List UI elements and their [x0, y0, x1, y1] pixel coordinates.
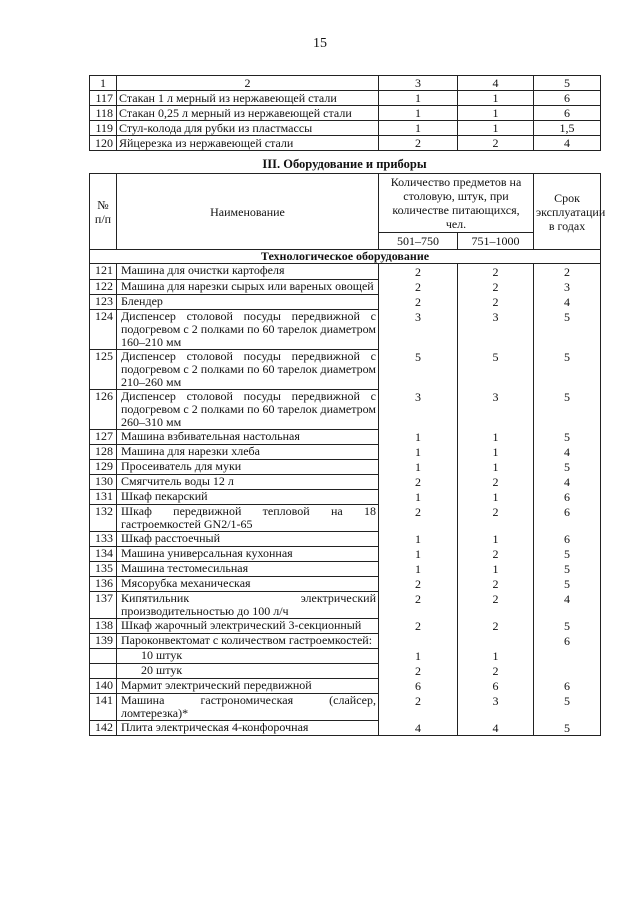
row-count-b: 2: [458, 136, 534, 151]
row-count-a: 1: [379, 561, 458, 576]
row-name: Машина для нарезки хлеба: [117, 444, 379, 459]
row-years: 5: [534, 546, 601, 561]
row-number: 121: [90, 264, 117, 280]
row-number: 122: [90, 279, 117, 294]
row-number: 124: [90, 309, 117, 349]
row-count-a: 2: [379, 279, 458, 294]
row-number: 138: [90, 618, 117, 633]
row-number: [90, 663, 117, 678]
table-row: [90, 678, 601, 693]
row-count-a: 5: [379, 349, 458, 389]
table-row: [90, 504, 601, 531]
row-name: Диспенсер столовой посуды передвижной с подогревом с 2 полками по 60 тарелок диаметром 160–210 мм: [117, 309, 379, 349]
row-name: Машина универсальная кухонная: [117, 546, 379, 561]
row-name: Машина взбивательная настольная: [117, 429, 379, 444]
row-name: Шкаф пекарский: [117, 489, 379, 504]
table-row: [90, 279, 601, 294]
row-number: 119: [90, 121, 117, 136]
row-years: 4: [534, 591, 601, 618]
row-years: 5: [534, 349, 601, 389]
row-count-a: 2: [379, 136, 458, 151]
header-name: Наименование: [117, 174, 379, 250]
subsection-title: Технологическое оборудование: [90, 250, 601, 264]
row-name: Плита электрическая 4-конфорочная: [117, 720, 379, 736]
table-row: [90, 349, 601, 389]
row-count-a: 6: [379, 678, 458, 693]
row-years: 5: [534, 309, 601, 349]
row-count-b: 2: [458, 618, 534, 633]
row-number: 136: [90, 576, 117, 591]
row-name: Шкаф передвижной тепловой на 18 гастроемкостей GN2/1-65: [117, 504, 379, 531]
row-name: 10 штук: [117, 648, 379, 663]
row-count-b: 5: [458, 349, 534, 389]
row-count-b: 1: [458, 106, 534, 121]
header-cell: 5: [534, 76, 601, 91]
row-count-a: 2: [379, 294, 458, 309]
row-count-b: 2: [458, 576, 534, 591]
header-row: [90, 174, 601, 233]
table-row: [90, 106, 601, 121]
row-years: 5: [534, 618, 601, 633]
row-number: 132: [90, 504, 117, 531]
row-years: 6: [534, 678, 601, 693]
row-count-a: 1: [379, 106, 458, 121]
row-count-a: 1: [379, 546, 458, 561]
header-num: № п/п: [90, 174, 117, 250]
table-row: [90, 561, 601, 576]
row-count-b: 2: [458, 294, 534, 309]
row-count-b: 1: [458, 459, 534, 474]
row-years: 1,5: [534, 121, 601, 136]
row-name: Мармит электрический передвижной: [117, 678, 379, 693]
table-row: [90, 489, 601, 504]
row-count-a: 1: [379, 91, 458, 106]
row-number: 137: [90, 591, 117, 618]
table-row: [90, 459, 601, 474]
row-count-b: 2: [458, 504, 534, 531]
table-row: [90, 531, 601, 546]
row-count-b: 3: [458, 693, 534, 720]
row-count-a: 2: [379, 663, 458, 678]
row-number: 131: [90, 489, 117, 504]
row-number: 117: [90, 91, 117, 106]
row-number: 141: [90, 693, 117, 720]
row-number: [90, 648, 117, 663]
table-row: [90, 121, 601, 136]
row-name: Стакан 1 л мерный из нержавеющей стали: [117, 91, 379, 106]
row-count-b: 2: [458, 279, 534, 294]
row-number: 135: [90, 561, 117, 576]
row-years: 4: [534, 444, 601, 459]
row-count-b: 1: [458, 531, 534, 546]
row-name: Мясорубка механическая: [117, 576, 379, 591]
row-count-a: [379, 633, 458, 648]
table-row: [90, 663, 601, 678]
row-name: Машина для нарезки сырых или вареных овощей: [117, 279, 379, 294]
row-years: 5: [534, 693, 601, 720]
table-row: [90, 576, 601, 591]
table-row: [90, 294, 601, 309]
row-name: Шкаф жарочный электрический 3-секционный: [117, 618, 379, 633]
row-years: 5: [534, 459, 601, 474]
row-years: [534, 663, 601, 678]
row-years: 4: [534, 136, 601, 151]
row-number: 127: [90, 429, 117, 444]
row-years: 6: [534, 633, 601, 648]
table-row: [90, 309, 601, 349]
table-row: [90, 648, 601, 663]
row-name: Диспенсер столовой посуды передвижной с подогревом с 2 полками по 60 тарелок диаметром 210–260 мм: [117, 349, 379, 389]
row-count-b: 4: [458, 720, 534, 736]
row-count-a: 1: [379, 459, 458, 474]
row-number: 128: [90, 444, 117, 459]
row-count-b: 3: [458, 389, 534, 429]
table-row: [90, 591, 601, 618]
row-count-a: 2: [379, 576, 458, 591]
row-name: Пароконвектомат с количеством гастроемкостей:: [117, 633, 379, 648]
row-number: 125: [90, 349, 117, 389]
row-years: 5: [534, 429, 601, 444]
section-title: III. Оборудование и приборы: [262, 157, 427, 171]
row-name: Стакан 0,25 л мерный из нержавеющей стали: [117, 106, 379, 121]
row-count-b: 6: [458, 678, 534, 693]
row-years: 6: [534, 531, 601, 546]
row-number: 123: [90, 294, 117, 309]
row-count-b: 1: [458, 561, 534, 576]
table-row: [90, 633, 601, 648]
row-count-a: 2: [379, 591, 458, 618]
row-years: 5: [534, 389, 601, 429]
row-count-b: 2: [458, 474, 534, 489]
row-name: Кипятильник электрический производительностью до 100 л/ч: [117, 591, 379, 618]
row-count-a: 1: [379, 429, 458, 444]
row-count-b: [458, 633, 534, 648]
row-count-b: 1: [458, 91, 534, 106]
table-row: [90, 429, 601, 444]
row-number: 126: [90, 389, 117, 429]
header-cell: 3: [379, 76, 458, 91]
row-years: 5: [534, 561, 601, 576]
row-count-b: 2: [458, 663, 534, 678]
row-number: 134: [90, 546, 117, 561]
row-years: 6: [534, 106, 601, 121]
row-name: Смягчитель воды 12 л: [117, 474, 379, 489]
row-count-a: 2: [379, 504, 458, 531]
header-count-a: 501–750: [379, 233, 458, 250]
main-table-body: [90, 250, 601, 736]
row-number: 133: [90, 531, 117, 546]
row-name: Стул-колода для рубки из пластмассы: [117, 121, 379, 136]
row-count-b: 2: [458, 546, 534, 561]
row-count-a: 1: [379, 531, 458, 546]
table-row: [90, 474, 601, 489]
row-count-b: 1: [458, 121, 534, 136]
row-name: Машина для очистки картофеля: [117, 264, 379, 280]
table-row: [90, 720, 601, 736]
header-cell: 4: [458, 76, 534, 91]
row-number: 120: [90, 136, 117, 151]
row-count-a: 2: [379, 618, 458, 633]
row-years: 4: [534, 294, 601, 309]
row-name: Машина гастрономическая (слайсер, ломтерезка)*: [117, 693, 379, 720]
row-count-a: 2: [379, 474, 458, 489]
row-name: Машина тестомесильная: [117, 561, 379, 576]
row-count-a: 2: [379, 693, 458, 720]
row-years: 5: [534, 576, 601, 591]
row-count-a: 3: [379, 309, 458, 349]
row-number: 118: [90, 106, 117, 121]
header-cell: 2: [117, 76, 379, 91]
row-count-a: 1: [379, 489, 458, 504]
table-row: [90, 389, 601, 429]
row-years: 2: [534, 264, 601, 280]
row-years: 3: [534, 279, 601, 294]
row-count-a: 1: [379, 444, 458, 459]
row-count-b: 1: [458, 648, 534, 663]
table-row: [90, 546, 601, 561]
header-count-b: 751–1000: [458, 233, 534, 250]
row-count-b: 2: [458, 264, 534, 280]
row-name: Яйцерезка из нержавеющей стали: [117, 136, 379, 151]
table-row: [90, 264, 601, 280]
row-years: 5: [534, 720, 601, 736]
row-count-a: 3: [379, 389, 458, 429]
subsection-row: [90, 250, 601, 264]
top-table-header: [90, 76, 601, 91]
row-years: 6: [534, 91, 601, 106]
table-row: [90, 91, 601, 106]
row-count-b: 3: [458, 309, 534, 349]
row-number: 130: [90, 474, 117, 489]
row-count-a: 1: [379, 648, 458, 663]
row-name: Шкаф расстоечный: [117, 531, 379, 546]
row-count-b: 1: [458, 444, 534, 459]
row-name: Блендер: [117, 294, 379, 309]
row-years: 4: [534, 474, 601, 489]
header-cell: 1: [90, 76, 117, 91]
row-years: 6: [534, 504, 601, 531]
row-number: 140: [90, 678, 117, 693]
row-number: 139: [90, 633, 117, 648]
row-count-b: 1: [458, 489, 534, 504]
table-row: [90, 618, 601, 633]
row-name: Просеиватель для муки: [117, 459, 379, 474]
row-count-b: 1: [458, 429, 534, 444]
header-term: Срок эксплуатации в годах: [534, 174, 601, 250]
row-count-a: 1: [379, 121, 458, 136]
row-name: 20 штук: [117, 663, 379, 678]
row-count-b: 2: [458, 591, 534, 618]
top-table: [89, 75, 601, 151]
row-name: Диспенсер столовой посуды передвижной с подогревом с 2 полками по 60 тарелок диаметром 260–310 мм: [117, 389, 379, 429]
page-number: 15: [313, 36, 327, 51]
table-row: [90, 444, 601, 459]
table-row: [90, 136, 601, 151]
row-number: 129: [90, 459, 117, 474]
row-count-a: 2: [379, 264, 458, 280]
row-years: [534, 648, 601, 663]
row-number: 142: [90, 720, 117, 736]
header-count: Количество предметов на столовую, штук, при количестве питающихся, чел.: [379, 174, 534, 233]
table-row: [90, 693, 601, 720]
row-years: 6: [534, 489, 601, 504]
main-table: [89, 173, 606, 736]
row-count-a: 4: [379, 720, 458, 736]
